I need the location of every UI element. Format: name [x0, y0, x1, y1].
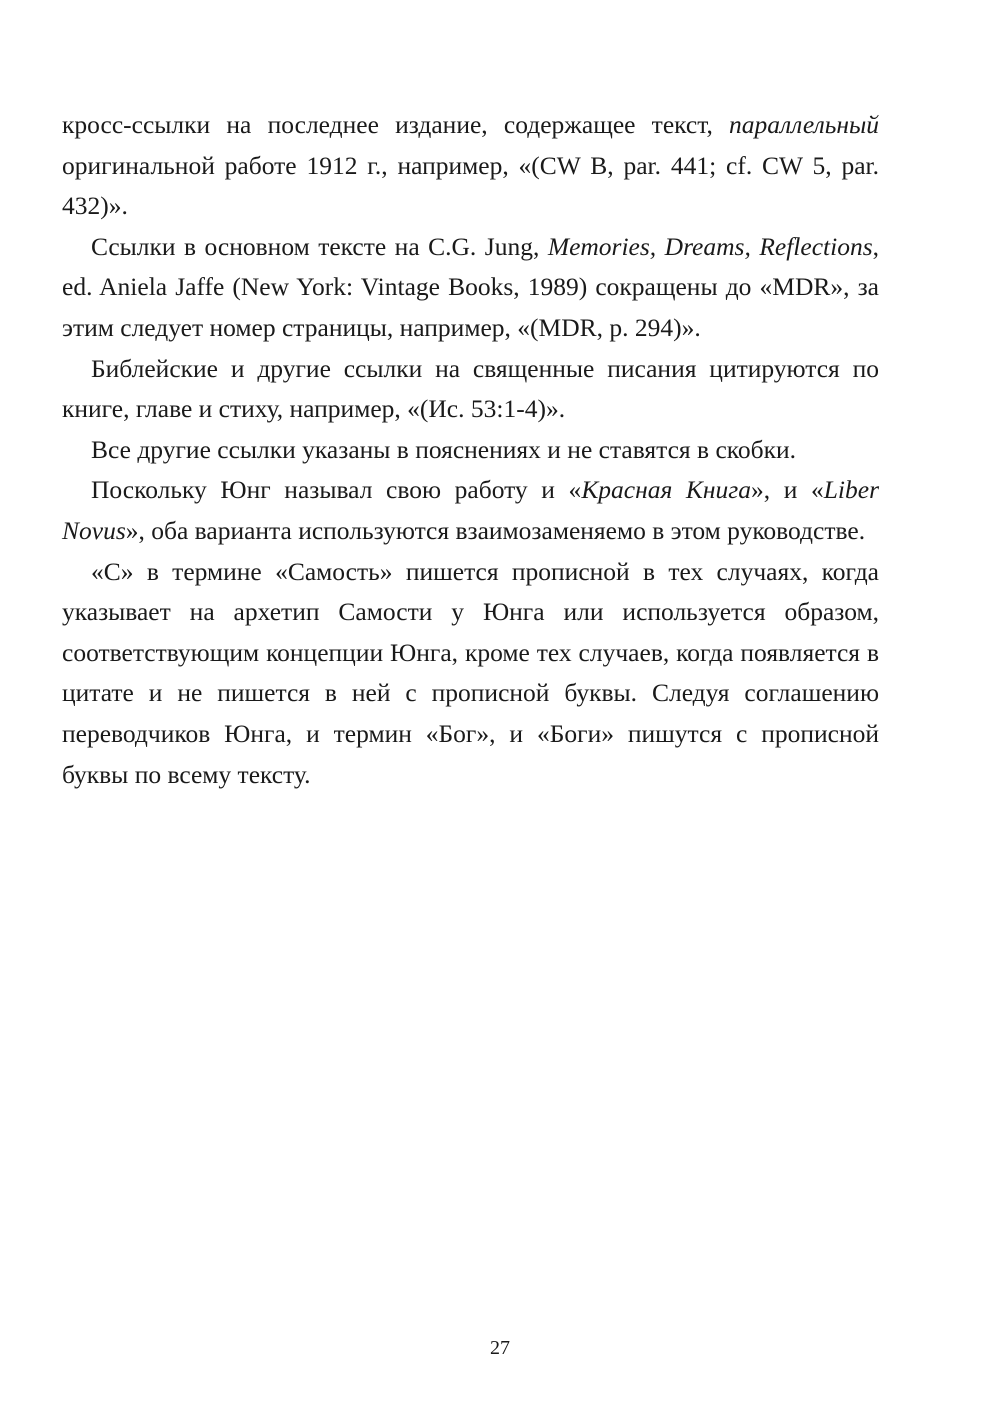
text-run: Ссылки в основном тексте на C.G. Jung,	[91, 231, 548, 261]
italic-text: параллельный	[729, 110, 879, 139]
text-run: Все другие ссылки указаны в пояснениях и не ставятся в скобки.	[91, 434, 796, 464]
italic-text: Liber Novus	[62, 475, 879, 545]
paragraph	[62, 470, 879, 551]
italic-text: Красная Книга	[581, 475, 751, 505]
text-run: оригинальной работе 1912 г., например, «(CW B, par. 441; cf. CW 5, par. 432)».	[62, 150, 879, 221]
body-text	[62, 105, 879, 795]
text-run: Библейские и другие ссылки на священные писания цитируются по книге, главе и стиху, например, «(Ис. 53:1-4)».	[62, 353, 879, 424]
paragraph	[62, 349, 879, 430]
paragraph	[62, 430, 879, 471]
paragraph	[62, 227, 879, 349]
text-run: », оба варианта используются взаимозаменяемо в этом руководстве.	[125, 515, 866, 545]
text-run: кросс-ссылки на последнее издание, содержащее текст,	[62, 110, 730, 139]
text-run: «С» в термине «Самость» пишется прописной в тех случаях, когда указывает на архетип Самости у Юнга или используется образом, соответствующим концепции Юнга, кроме тех случаев, когда появляется в цитате и не пишется в ней с прописной буквы. Следуя соглашению переводчиков Юнга, и термин «Бог», и «Боги» пишутся с прописной буквы по всему тексту.	[62, 556, 879, 789]
text-run: », и «	[750, 475, 824, 505]
italic-text: Memories, Dreams, Reflections	[547, 231, 873, 261]
text-run: Поскольку Юнг называл свою работу и «	[91, 475, 582, 505]
page-number: 27	[490, 1337, 510, 1359]
paragraph	[62, 552, 879, 796]
paragraph	[62, 105, 879, 227]
text-run: , ed. Aniela Jaffe (New York: Vintage Books, 1989) сокращены до «MDR», за этим следует номер страницы, например, «(MDR, p. 294)».	[62, 231, 879, 342]
